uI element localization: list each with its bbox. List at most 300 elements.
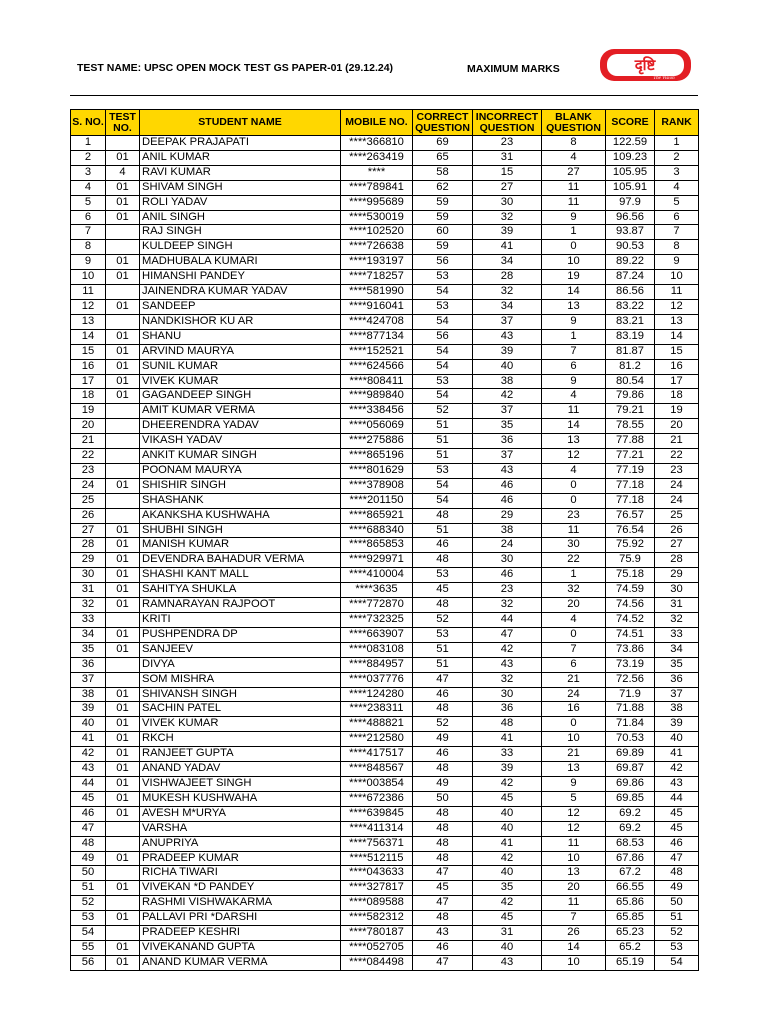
cell-blank: 1 bbox=[542, 568, 606, 583]
cell-correct: 47 bbox=[413, 955, 473, 970]
cell-student-name: SACHIN PATEL bbox=[140, 702, 341, 717]
cell-student-name: ANIL SINGH bbox=[140, 210, 341, 225]
table-row bbox=[71, 493, 699, 508]
column-header-test-no: TEST NO. bbox=[106, 110, 140, 136]
table-row bbox=[71, 851, 699, 866]
cell-student-name: PRADEEP KUMAR bbox=[140, 851, 341, 866]
cell-correct: 48 bbox=[413, 821, 473, 836]
cell-student-name: ANUPRIYA bbox=[140, 836, 341, 851]
table-row bbox=[71, 657, 699, 672]
cell-sno: 7 bbox=[71, 225, 106, 240]
cell-test-no bbox=[106, 419, 140, 434]
cell-correct: 59 bbox=[413, 240, 473, 255]
cell-student-name: KRITI bbox=[140, 613, 341, 628]
cell-rank: 39 bbox=[655, 717, 699, 732]
cell-mobile-no: ****212580 bbox=[341, 732, 413, 747]
cell-sno: 11 bbox=[71, 285, 106, 300]
cell-test-no bbox=[106, 404, 140, 419]
cell-rank: 51 bbox=[655, 911, 699, 926]
cell-sno: 28 bbox=[71, 538, 106, 553]
cell-score: 71.84 bbox=[606, 717, 655, 732]
cell-rank: 25 bbox=[655, 508, 699, 523]
table-row bbox=[71, 404, 699, 419]
cell-blank: 9 bbox=[542, 776, 606, 791]
cell-rank: 12 bbox=[655, 299, 699, 314]
cell-test-no bbox=[106, 434, 140, 449]
cell-test-no: 01 bbox=[106, 598, 140, 613]
cell-mobile-no: ****124280 bbox=[341, 687, 413, 702]
cell-student-name: ANAND KUMAR VERMA bbox=[140, 955, 341, 970]
cell-incorrect: 47 bbox=[473, 627, 542, 642]
cell-rank: 42 bbox=[655, 762, 699, 777]
cell-score: 122.59 bbox=[606, 136, 655, 151]
cell-test-no bbox=[106, 657, 140, 672]
cell-rank: 35 bbox=[655, 657, 699, 672]
cell-sno: 55 bbox=[71, 940, 106, 955]
cell-rank: 50 bbox=[655, 896, 699, 911]
cell-mobile-no: ****338456 bbox=[341, 404, 413, 419]
cell-mobile-no: ****718257 bbox=[341, 270, 413, 285]
cell-test-no: 4 bbox=[106, 165, 140, 180]
cell-student-name: ARVIND MAURYA bbox=[140, 344, 341, 359]
cell-correct: 54 bbox=[413, 389, 473, 404]
table-row bbox=[71, 821, 699, 836]
cell-correct: 48 bbox=[413, 762, 473, 777]
cell-incorrect: 34 bbox=[473, 255, 542, 270]
cell-test-no bbox=[106, 493, 140, 508]
cell-test-no: 01 bbox=[106, 568, 140, 583]
logo-tagline: The Vision bbox=[653, 76, 675, 81]
cell-student-name: RAVI KUMAR bbox=[140, 165, 341, 180]
table-row bbox=[71, 926, 699, 941]
cell-test-no bbox=[106, 285, 140, 300]
cell-student-name: SANDEEP bbox=[140, 299, 341, 314]
cell-test-no: 01 bbox=[106, 478, 140, 493]
cell-correct: 46 bbox=[413, 687, 473, 702]
cell-blank: 0 bbox=[542, 627, 606, 642]
cell-incorrect: 41 bbox=[473, 240, 542, 255]
table-row bbox=[71, 642, 699, 657]
cell-sno: 6 bbox=[71, 210, 106, 225]
cell-score: 76.57 bbox=[606, 508, 655, 523]
cell-blank: 21 bbox=[542, 672, 606, 687]
cell-correct: 46 bbox=[413, 940, 473, 955]
cell-score: 69.89 bbox=[606, 747, 655, 762]
cell-incorrect: 23 bbox=[473, 583, 542, 598]
cell-test-no: 01 bbox=[106, 732, 140, 747]
cell-test-no: 01 bbox=[106, 270, 140, 285]
cell-blank: 11 bbox=[542, 404, 606, 419]
cell-student-name: VIVEK KUMAR bbox=[140, 717, 341, 732]
table-row bbox=[71, 717, 699, 732]
cell-mobile-no: ****378908 bbox=[341, 478, 413, 493]
cell-incorrect: 34 bbox=[473, 299, 542, 314]
cell-student-name: GAGANDEEP SINGH bbox=[140, 389, 341, 404]
cell-test-no bbox=[106, 449, 140, 464]
cell-test-no: 01 bbox=[106, 299, 140, 314]
cell-score: 81.87 bbox=[606, 344, 655, 359]
cell-mobile-no: ****995689 bbox=[341, 195, 413, 210]
cell-mobile-no: ****043633 bbox=[341, 866, 413, 881]
cell-blank: 4 bbox=[542, 389, 606, 404]
cell-incorrect: 32 bbox=[473, 285, 542, 300]
cell-correct: 49 bbox=[413, 732, 473, 747]
cell-sno: 37 bbox=[71, 672, 106, 687]
cell-score: 87.24 bbox=[606, 270, 655, 285]
cell-sno: 54 bbox=[71, 926, 106, 941]
cell-rank: 5 bbox=[655, 195, 699, 210]
cell-test-no bbox=[106, 866, 140, 881]
cell-mobile-no: ****848567 bbox=[341, 762, 413, 777]
cell-score: 65.19 bbox=[606, 955, 655, 970]
cell-student-name: SANJEEV bbox=[140, 642, 341, 657]
cell-correct: 50 bbox=[413, 791, 473, 806]
cell-rank: 22 bbox=[655, 449, 699, 464]
cell-score: 68.53 bbox=[606, 836, 655, 851]
cell-sno: 10 bbox=[71, 270, 106, 285]
cell-blank: 1 bbox=[542, 225, 606, 240]
cell-rank: 49 bbox=[655, 881, 699, 896]
cell-mobile-no: ****512115 bbox=[341, 851, 413, 866]
cell-score: 69.2 bbox=[606, 821, 655, 836]
table-row bbox=[71, 955, 699, 970]
cell-correct: 54 bbox=[413, 344, 473, 359]
cell-test-no: 01 bbox=[106, 583, 140, 598]
cell-student-name: ANKIT KUMAR SINGH bbox=[140, 449, 341, 464]
cell-mobile-no: ****672386 bbox=[341, 791, 413, 806]
cell-test-no bbox=[106, 672, 140, 687]
cell-incorrect: 29 bbox=[473, 508, 542, 523]
cell-blank: 6 bbox=[542, 359, 606, 374]
cell-incorrect: 40 bbox=[473, 359, 542, 374]
cell-blank: 7 bbox=[542, 642, 606, 657]
table-row bbox=[71, 881, 699, 896]
cell-blank: 1 bbox=[542, 329, 606, 344]
cell-student-name: SOM MISHRA bbox=[140, 672, 341, 687]
cell-rank: 4 bbox=[655, 180, 699, 195]
cell-incorrect: 36 bbox=[473, 702, 542, 717]
cell-score: 90.53 bbox=[606, 240, 655, 255]
cell-incorrect: 38 bbox=[473, 374, 542, 389]
table-row bbox=[71, 419, 699, 434]
logo-wordmark: दृष्टि bbox=[634, 56, 656, 74]
cell-correct: 65 bbox=[413, 150, 473, 165]
cell-correct: 69 bbox=[413, 136, 473, 151]
cell-score: 79.21 bbox=[606, 404, 655, 419]
cell-test-no bbox=[106, 136, 140, 151]
cell-blank: 0 bbox=[542, 493, 606, 508]
cell-test-no: 01 bbox=[106, 627, 140, 642]
cell-correct: 59 bbox=[413, 195, 473, 210]
cell-test-no: 01 bbox=[106, 955, 140, 970]
cell-test-no: 01 bbox=[106, 911, 140, 926]
cell-test-no: 01 bbox=[106, 940, 140, 955]
cell-sno: 21 bbox=[71, 434, 106, 449]
cell-sno: 22 bbox=[71, 449, 106, 464]
table-row bbox=[71, 344, 699, 359]
cell-student-name: SHIVANSH SINGH bbox=[140, 687, 341, 702]
table-row bbox=[71, 583, 699, 598]
cell-rank: 28 bbox=[655, 553, 699, 568]
cell-rank: 30 bbox=[655, 583, 699, 598]
cell-sno: 9 bbox=[71, 255, 106, 270]
table-row bbox=[71, 389, 699, 404]
cell-student-name: VIVEK KUMAR bbox=[140, 374, 341, 389]
cell-mobile-no: ****884957 bbox=[341, 657, 413, 672]
cell-score: 74.52 bbox=[606, 613, 655, 628]
cell-correct: 46 bbox=[413, 538, 473, 553]
cell-mobile-no: ****102520 bbox=[341, 225, 413, 240]
cell-blank: 11 bbox=[542, 896, 606, 911]
table-row bbox=[71, 136, 699, 151]
cell-student-name: PUSHPENDRA DP bbox=[140, 627, 341, 642]
cell-blank: 9 bbox=[542, 210, 606, 225]
cell-mobile-no: **** bbox=[341, 165, 413, 180]
cell-score: 80.54 bbox=[606, 374, 655, 389]
cell-mobile-no: ****056069 bbox=[341, 419, 413, 434]
cell-score: 77.18 bbox=[606, 478, 655, 493]
cell-rank: 31 bbox=[655, 598, 699, 613]
cell-rank: 3 bbox=[655, 165, 699, 180]
cell-blank: 14 bbox=[542, 285, 606, 300]
cell-sno: 34 bbox=[71, 627, 106, 642]
cell-test-no: 01 bbox=[106, 523, 140, 538]
cell-rank: 14 bbox=[655, 329, 699, 344]
cell-correct: 48 bbox=[413, 553, 473, 568]
cell-sno: 14 bbox=[71, 329, 106, 344]
cell-sno: 33 bbox=[71, 613, 106, 628]
cell-rank: 10 bbox=[655, 270, 699, 285]
column-header-blank: BLANK QUESTION bbox=[542, 110, 606, 136]
cell-sno: 27 bbox=[71, 523, 106, 538]
cell-score: 77.19 bbox=[606, 463, 655, 478]
cell-test-no bbox=[106, 836, 140, 851]
cell-correct: 48 bbox=[413, 806, 473, 821]
cell-correct: 51 bbox=[413, 523, 473, 538]
cell-sno: 56 bbox=[71, 955, 106, 970]
cell-student-name: DHEERENDRA YADAV bbox=[140, 419, 341, 434]
cell-rank: 41 bbox=[655, 747, 699, 762]
cell-mobile-no: ****865196 bbox=[341, 449, 413, 464]
cell-score: 83.19 bbox=[606, 329, 655, 344]
table-row bbox=[71, 240, 699, 255]
cell-sno: 3 bbox=[71, 165, 106, 180]
cell-incorrect: 35 bbox=[473, 419, 542, 434]
cell-incorrect: 24 bbox=[473, 538, 542, 553]
cell-student-name: MADHUBALA KUMARI bbox=[140, 255, 341, 270]
cell-mobile-no: ****688340 bbox=[341, 523, 413, 538]
table-row bbox=[71, 791, 699, 806]
cell-score: 83.22 bbox=[606, 299, 655, 314]
cell-incorrect: 30 bbox=[473, 195, 542, 210]
cell-incorrect: 28 bbox=[473, 270, 542, 285]
cell-correct: 53 bbox=[413, 463, 473, 478]
cell-mobile-no: ****084498 bbox=[341, 955, 413, 970]
cell-blank: 11 bbox=[542, 180, 606, 195]
cell-incorrect: 46 bbox=[473, 568, 542, 583]
cell-incorrect: 45 bbox=[473, 911, 542, 926]
cell-score: 67.2 bbox=[606, 866, 655, 881]
cell-student-name: VIVEKAN *D PANDEY bbox=[140, 881, 341, 896]
cell-correct: 47 bbox=[413, 896, 473, 911]
cell-blank: 10 bbox=[542, 851, 606, 866]
cell-rank: 43 bbox=[655, 776, 699, 791]
column-header-mobile-no: MOBILE NO. bbox=[341, 110, 413, 136]
cell-score: 83.21 bbox=[606, 314, 655, 329]
cell-blank: 11 bbox=[542, 195, 606, 210]
cell-score: 71.88 bbox=[606, 702, 655, 717]
cell-mobile-no: ****411314 bbox=[341, 821, 413, 836]
cell-mobile-no: ****201150 bbox=[341, 493, 413, 508]
cell-correct: 48 bbox=[413, 851, 473, 866]
cell-rank: 52 bbox=[655, 926, 699, 941]
cell-mobile-no: ****877134 bbox=[341, 329, 413, 344]
cell-sno: 20 bbox=[71, 419, 106, 434]
cell-sno: 49 bbox=[71, 851, 106, 866]
cell-sno: 41 bbox=[71, 732, 106, 747]
cell-mobile-no: ****003854 bbox=[341, 776, 413, 791]
cell-sno: 18 bbox=[71, 389, 106, 404]
cell-mobile-no: ****417517 bbox=[341, 747, 413, 762]
cell-student-name: JAINENDRA KUMAR YADAV bbox=[140, 285, 341, 300]
cell-sno: 16 bbox=[71, 359, 106, 374]
cell-rank: 44 bbox=[655, 791, 699, 806]
cell-blank: 4 bbox=[542, 613, 606, 628]
column-header-rank: RANK bbox=[655, 110, 699, 136]
cell-student-name: AMIT KUMAR VERMA bbox=[140, 404, 341, 419]
cell-correct: 52 bbox=[413, 613, 473, 628]
cell-rank: 20 bbox=[655, 419, 699, 434]
cell-test-no bbox=[106, 896, 140, 911]
cell-mobile-no: ****052705 bbox=[341, 940, 413, 955]
table-row bbox=[71, 553, 699, 568]
cell-score: 74.59 bbox=[606, 583, 655, 598]
maximum-marks-label: MAXIMUM MARKS bbox=[467, 63, 560, 75]
table-row bbox=[71, 225, 699, 240]
results-table bbox=[70, 109, 699, 971]
cell-correct: 46 bbox=[413, 747, 473, 762]
cell-mobile-no: ****424708 bbox=[341, 314, 413, 329]
cell-mobile-no: ****238311 bbox=[341, 702, 413, 717]
cell-correct: 48 bbox=[413, 508, 473, 523]
table-row bbox=[71, 762, 699, 777]
cell-sno: 48 bbox=[71, 836, 106, 851]
cell-blank: 11 bbox=[542, 523, 606, 538]
cell-student-name: PRADEEP KESHRI bbox=[140, 926, 341, 941]
cell-sno: 43 bbox=[71, 762, 106, 777]
cell-test-no: 01 bbox=[106, 553, 140, 568]
table-header-row bbox=[71, 110, 699, 136]
cell-correct: 60 bbox=[413, 225, 473, 240]
cell-score: 69.85 bbox=[606, 791, 655, 806]
cell-sno: 26 bbox=[71, 508, 106, 523]
table-row bbox=[71, 434, 699, 449]
cell-rank: 23 bbox=[655, 463, 699, 478]
cell-correct: 51 bbox=[413, 657, 473, 672]
cell-rank: 33 bbox=[655, 627, 699, 642]
cell-incorrect: 43 bbox=[473, 329, 542, 344]
cell-rank: 38 bbox=[655, 702, 699, 717]
cell-correct: 56 bbox=[413, 255, 473, 270]
table-row bbox=[71, 523, 699, 538]
cell-score: 75.9 bbox=[606, 553, 655, 568]
cell-correct: 48 bbox=[413, 598, 473, 613]
cell-student-name: MANISH KUMAR bbox=[140, 538, 341, 553]
cell-score: 66.55 bbox=[606, 881, 655, 896]
cell-rank: 32 bbox=[655, 613, 699, 628]
table-row bbox=[71, 329, 699, 344]
cell-blank: 10 bbox=[542, 955, 606, 970]
cell-score: 71.9 bbox=[606, 687, 655, 702]
cell-student-name: SHIVAM SINGH bbox=[140, 180, 341, 195]
cell-correct: 43 bbox=[413, 926, 473, 941]
cell-correct: 53 bbox=[413, 627, 473, 642]
cell-mobile-no: ****865853 bbox=[341, 538, 413, 553]
cell-correct: 45 bbox=[413, 583, 473, 598]
cell-sno: 29 bbox=[71, 553, 106, 568]
cell-test-no bbox=[106, 613, 140, 628]
cell-score: 74.56 bbox=[606, 598, 655, 613]
cell-score: 78.55 bbox=[606, 419, 655, 434]
cell-incorrect: 48 bbox=[473, 717, 542, 732]
cell-sno: 47 bbox=[71, 821, 106, 836]
cell-correct: 56 bbox=[413, 329, 473, 344]
cell-test-no: 01 bbox=[106, 359, 140, 374]
cell-blank: 11 bbox=[542, 836, 606, 851]
cell-rank: 27 bbox=[655, 538, 699, 553]
cell-test-no bbox=[106, 240, 140, 255]
cell-sno: 51 bbox=[71, 881, 106, 896]
table-row bbox=[71, 478, 699, 493]
table-row bbox=[71, 702, 699, 717]
table-row bbox=[71, 672, 699, 687]
cell-incorrect: 39 bbox=[473, 344, 542, 359]
cell-score: 77.88 bbox=[606, 434, 655, 449]
cell-blank: 13 bbox=[542, 866, 606, 881]
cell-blank: 10 bbox=[542, 255, 606, 270]
cell-mobile-no: ****152521 bbox=[341, 344, 413, 359]
cell-correct: 51 bbox=[413, 642, 473, 657]
cell-sno: 36 bbox=[71, 657, 106, 672]
cell-score: 105.91 bbox=[606, 180, 655, 195]
cell-blank: 5 bbox=[542, 791, 606, 806]
cell-blank: 0 bbox=[542, 717, 606, 732]
cell-rank: 2 bbox=[655, 150, 699, 165]
cell-test-no: 01 bbox=[106, 329, 140, 344]
cell-blank: 8 bbox=[542, 136, 606, 151]
cell-blank: 9 bbox=[542, 314, 606, 329]
cell-correct: 52 bbox=[413, 404, 473, 419]
cell-student-name: RASHMI VISHWAKARMA bbox=[140, 896, 341, 911]
cell-rank: 24 bbox=[655, 478, 699, 493]
cell-sno: 17 bbox=[71, 374, 106, 389]
cell-correct: 59 bbox=[413, 210, 473, 225]
cell-incorrect: 32 bbox=[473, 598, 542, 613]
cell-student-name: VISHWAJEET SINGH bbox=[140, 776, 341, 791]
cell-sno: 38 bbox=[71, 687, 106, 702]
cell-student-name: DEVENDRA BAHADUR VERMA bbox=[140, 553, 341, 568]
cell-test-no: 01 bbox=[106, 210, 140, 225]
cell-correct: 54 bbox=[413, 285, 473, 300]
cell-sno: 46 bbox=[71, 806, 106, 821]
cell-blank: 24 bbox=[542, 687, 606, 702]
cell-mobile-no: ****639845 bbox=[341, 806, 413, 821]
cell-rank: 45 bbox=[655, 821, 699, 836]
cell-sno: 23 bbox=[71, 463, 106, 478]
cell-rank: 11 bbox=[655, 285, 699, 300]
cell-sno: 19 bbox=[71, 404, 106, 419]
cell-score: 79.86 bbox=[606, 389, 655, 404]
